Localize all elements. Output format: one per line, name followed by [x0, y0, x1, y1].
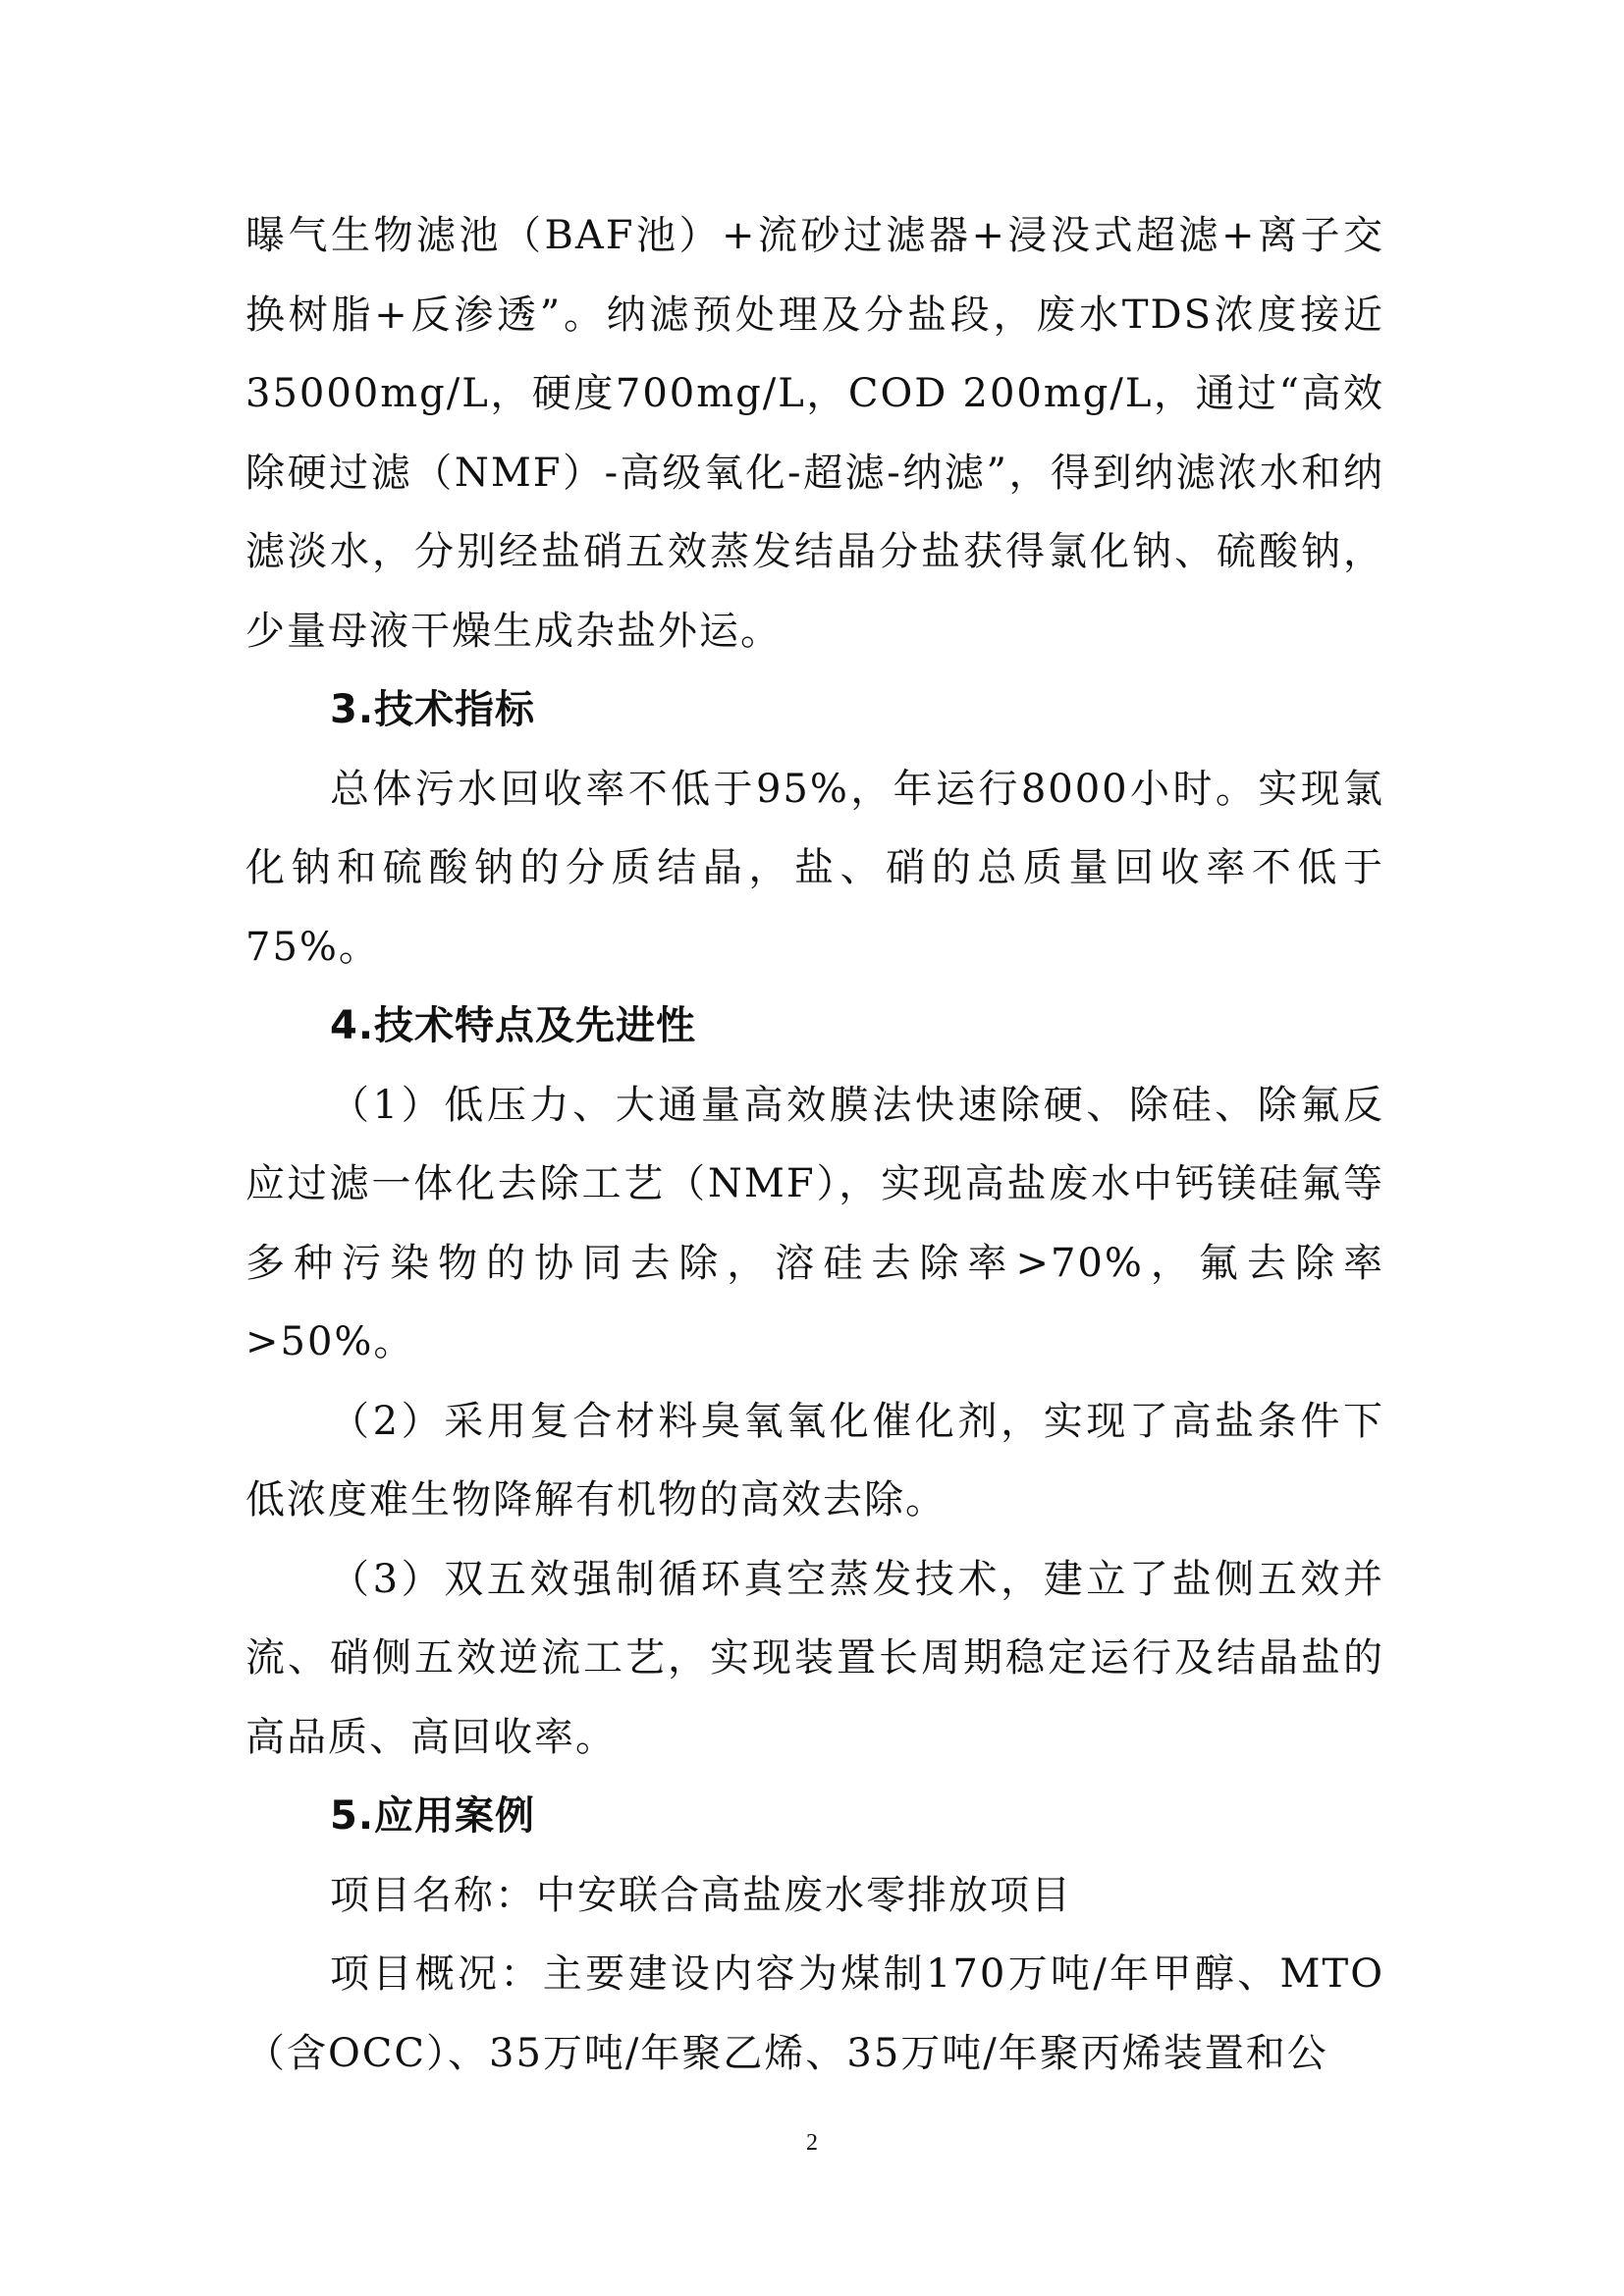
heading-application-case: 5.应用案例: [330, 1793, 536, 1839]
paragraph-feature-2: （2）采用复合材料臭氧氧化催化剂，实现了高盐条件下低浓度难生物降解有机物的高效去除。: [245, 1398, 1384, 1522]
heading-features-advancement: 4.技术特点及先进性: [330, 1003, 697, 1048]
paragraph-feature-3: （3）双五效强制循环真空蒸发技术，建立了盐侧五效并流、硝侧五效逆流工艺，实现装置长周期稳定运行及结晶盐的高品质、高回收率。: [245, 1556, 1384, 1760]
heading-technical-indicators: 3.技术指标: [330, 687, 536, 732]
paragraph-technical-indicators: 总体污水回收率不低于95%，年运行8000小时。实现氯化钠和硫酸钠的分质结晶，盐、硝的总质量回收率不低于75%。: [245, 766, 1384, 970]
page-number: 2: [806, 2130, 818, 2156]
document-body: [245, 196, 1384, 2093]
paragraph-project-overview: 项目概况：主要建设内容为煤制170万吨/年甲醇、MTO（含OCC）、35万吨/年聚乙烯、35万吨/年聚丙烯装置和公: [245, 1951, 1384, 2076]
paragraph-process-description: 曝气生物滤池（BAF池）+流砂过滤器+浸没式超滤+离子交换树脂+反渗透”。纳滤预处理及分盐段，废水TDS浓度接近35000mg/L，硬度700mg/L，COD 200mg/L，通过“高效除硬过滤（NMF）-高级氧化-超滤-纳滤”，得到纳滤浓水和纳滤淡水，分别经盐硝五效蒸发结晶分盐获得氯化钠、硫酸钠，少量母液干燥生成杂盐外运。: [245, 213, 1384, 654]
paragraph-project-name: 项目名称：中安联合高盐废水零排放项目: [330, 1872, 1072, 1918]
paragraph-feature-1: （1）低压力、大通量高效膜法快速除硬、除硅、除氟反应过滤一体化去除工艺（NMF），实现高盐废水中钙镁硅氟等多种污染物的协同去除，溶硅去除率>70%，氟去除率>50%。: [245, 1082, 1384, 1364]
